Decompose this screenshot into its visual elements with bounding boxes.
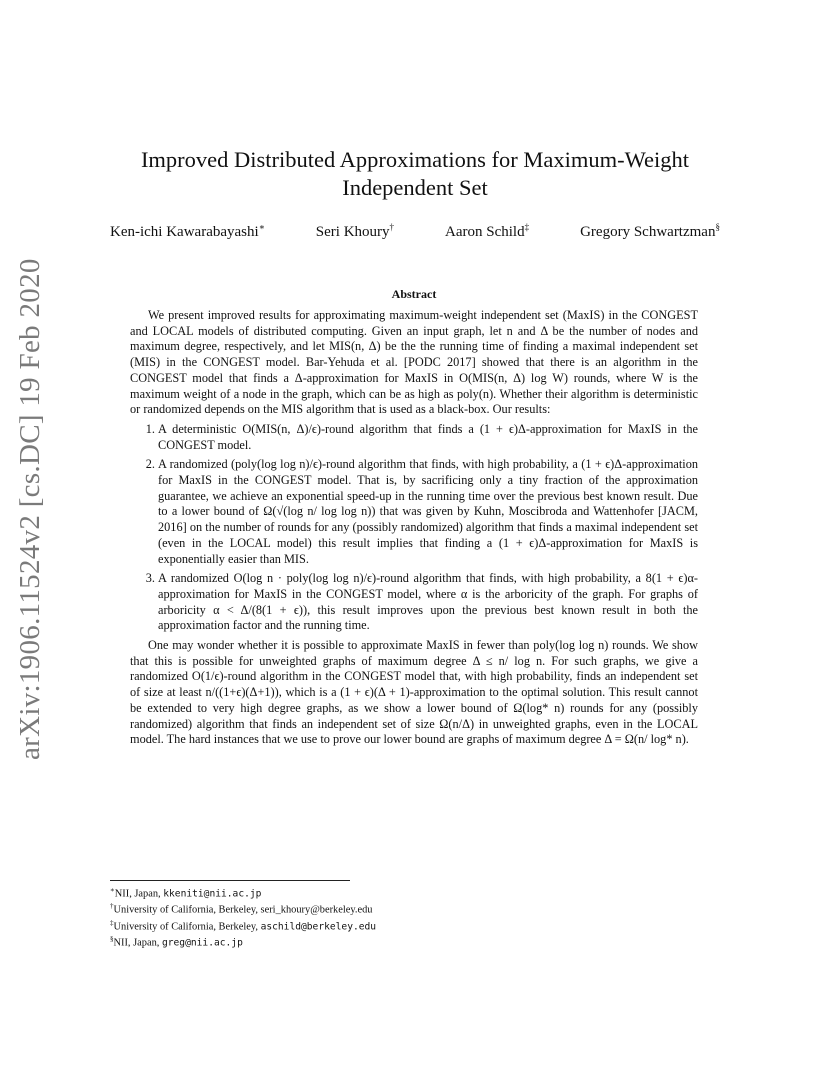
footnote: †University of California, Berkeley, seri_khoury@berkeley.edu (110, 902, 373, 916)
abstract-body (130, 308, 698, 748)
author: Gregory Schwartzman§ (580, 222, 720, 240)
abstract-intro-paragraph: We present improved results for approximating maximum-weight independent set (MaxIS) in the CONGEST and LOCAL models of distributed computing. Given an input graph, let n and Δ be the number of nodes and maximum degree, respectively, and let MIS(n, Δ) be the the running time of finding a maximal independent set (MIS) in the CONGEST model. Bar-Yehuda et al. [PODC 2017] showed that there is an algorithm in the CONGEST model that finds a Δ-approximation for MaxIS in O(MIS(n, Δ) log W) rounds, where W is the maximum weight of a node in the graph, which can be as high as poly(n). Whether their algorithm is deterministic or randomized depends on the MIS algorithm that is used as a black-box. Our results: (130, 308, 698, 417)
arxiv-identifier-stamp: arXiv:1906.11524v2 [cs.DC] 19 Feb 2020 (14, 258, 46, 760)
author: Ken-ichi Kawarabayashi∗ (110, 222, 265, 240)
result-item: 1. A deterministic O(MIS(n, Δ)/ϵ)-round algorithm that finds a (1 + ϵ)Δ-approximation for MaxIS in the CONGEST model. (158, 422, 698, 453)
author: Aaron Schild‡ (445, 222, 530, 240)
result-item: 3. A randomized O(log n · poly(log log n)/ϵ)-round algorithm that finds, with high probability, a 8(1 + ϵ)α-approximation for MaxIS in the CONGEST model, where α is the arboricity of the graph. For graphs of arboricity α < Δ/(8(1 + ϵ)), this result improves upon the previous best known result in both the approximation factor and the running time. (158, 571, 698, 634)
email-link[interactable]: aschild@berkeley.edu (260, 921, 377, 933)
abstract-closing-paragraph: One may wonder whether it is possible to approximate MaxIS in fewer than poly(log log n) rounds. We show that this is possible for unweighted graphs of maximum degree Δ ≤ n/ log n. For such graphs, we give a randomized O(1/ϵ)-round algorithm in the CONGEST model that, with high probability, finds an independent set of size at least n/((1+ϵ)(Δ+1)), which is a (1 + ϵ)(Δ + 1)-approximation to the optimal solution. This result cannot be extended to very high degree graphs, as we show a lower bound of Ω(log* n) rounds for any (possibly randomized) algorithm that finds an independent set of size Ω(n/Δ) in unweighted graphs, even in the LOCAL model. The hard instances that we use to prove our lower bound are graphs of maximum degree Δ = Ω(n/ log* n). (130, 638, 698, 747)
email-link[interactable]: greg@nii.ac.jp (161, 937, 243, 949)
footnote-rule (110, 880, 350, 881)
paper-title: Improved Distributed Approximations for Maximum-Weight Independent Set (140, 147, 690, 200)
footnotes (110, 884, 710, 950)
results-list (130, 422, 698, 634)
footnote: §NII, Japan, greg@nii.ac.jp (110, 935, 243, 949)
footnote: ‡University of California, Berkeley, aschild@berkeley.edu (110, 918, 377, 933)
author: Seri Khoury† (315, 222, 395, 240)
result-item: 2. A randomized (poly(log log n)/ϵ)-round algorithm that finds, with high probability, a (1 + ϵ)Δ-approximation for MaxIS in the CONGEST model. That is, by sacrificing only a tiny fraction of the approximation guarantee, we achieve an exponential speed-up in the running time over the previous best known result. Due to a lower bound of Ω(√(log n/ log log n)) that was given by Kuhn, Moscibroda and Wattenhofer [JACM, 2016] on the number of rounds for any (possibly randomized) algorithm that finds a maximal independent set (even in the LOCAL model) this result implies that finding a (1 + ϵ)Δ-approximation for MaxIS is exponentially easier than MIS. (158, 457, 698, 567)
footnote: ∗NII, Japan, kkeniti@nii.ac.jp (110, 886, 262, 900)
email-link[interactable]: kkeniti@nii.ac.jp (163, 888, 262, 900)
author-list (110, 222, 720, 241)
abstract-heading: Abstract (391, 287, 437, 301)
